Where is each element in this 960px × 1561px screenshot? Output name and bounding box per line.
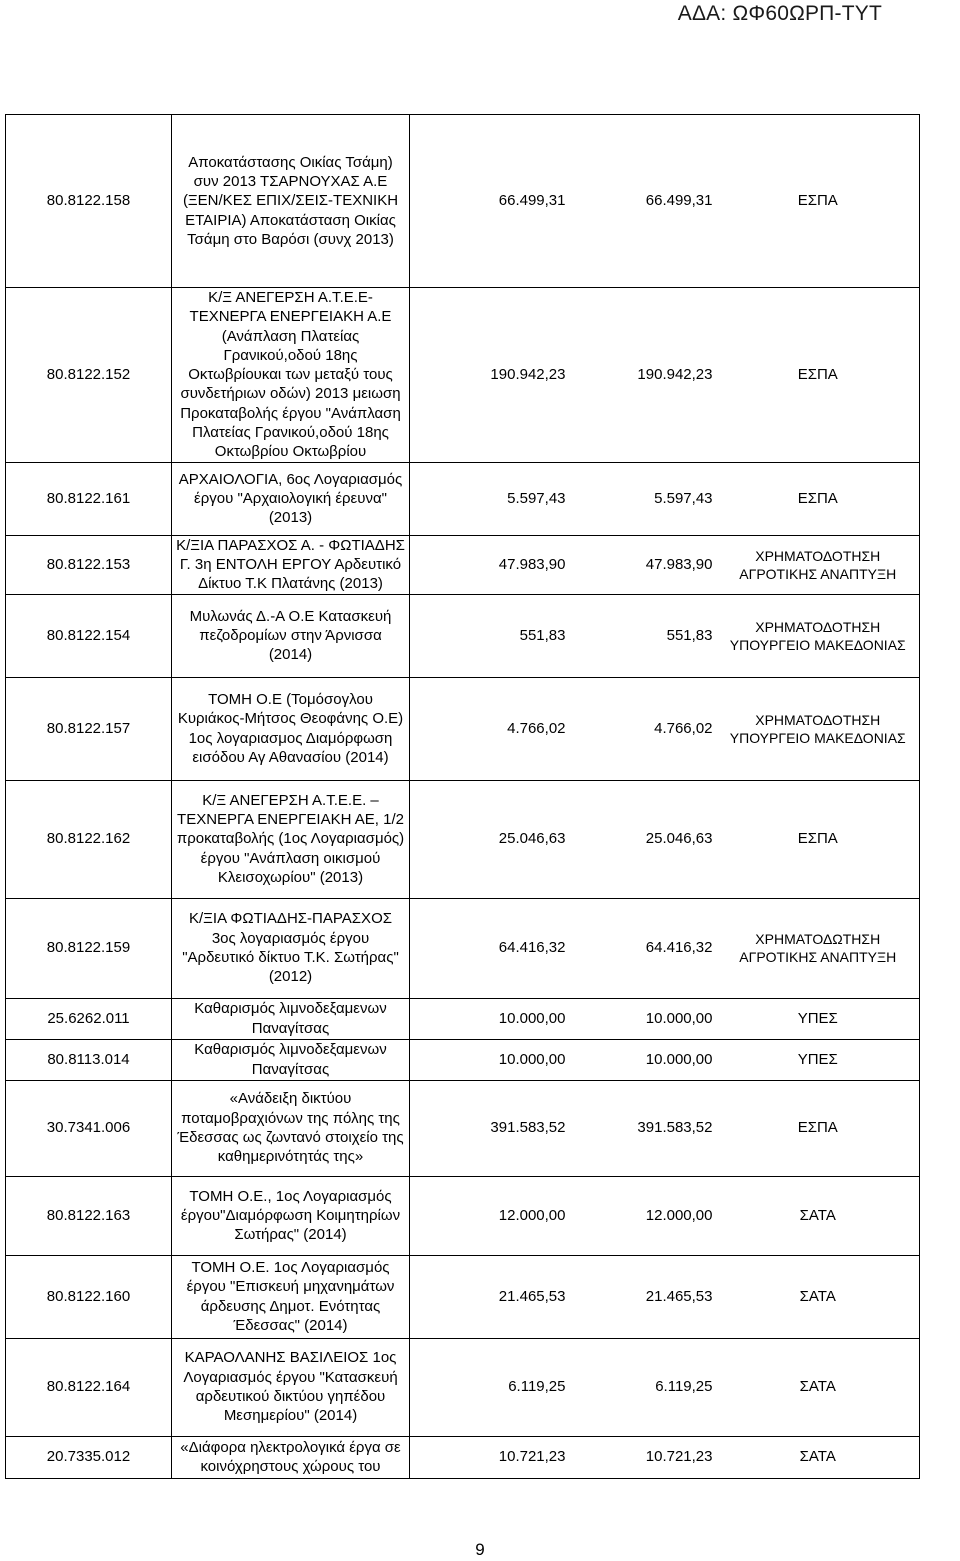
row-amount-committed: 12.000,00 [410,1176,570,1255]
row-description: ΤΟΜΗ Ο.Ε (Τομόσογλου Κυριάκος-Μήτσος Θεοφάνης Ο.Ε) 1ος λογαριασμος Διαμόρφωση εισόδου Αγ Αθανασίου (2014) [172,677,410,780]
row-amount-committed: 66.499,31 [410,115,570,288]
table-row [6,780,920,898]
row-funding-source: ΕΣΠΑ [717,462,920,535]
row-amount-committed: 21.465,53 [410,1255,570,1338]
ada-header: ΑΔΑ: ΩΦ60ΩΡΠ-ΤΥΤ [677,2,882,25]
row-description: «Ανάδειξη δικτύου ποταμοβραχιόνων της πόλης της Έδεσσας ως ζωντανό στοιχείο της καθημερινότητάς της» [172,1080,410,1176]
row-code: 80.8122.159 [6,898,172,998]
expenses-table [5,114,920,1479]
row-description: ΑΡΧΑΙΟΛΟΓΙΑ, 6ος Λογαριασμός έργου "Αρχαιολογική έρευνα" (2013) [172,462,410,535]
table-row [6,535,920,594]
row-amount-paid: 4.766,02 [570,677,717,780]
table-row [6,677,920,780]
page-number: 9 [475,1540,485,1559]
row-funding-source: ΧΡΗΜΑΤΟΔΟΤΗΣΗ ΥΠΟΥΡΓΕΙΟ ΜΑΚΕΔΟΝΙΑΣ [717,594,920,677]
row-amount-paid: 391.583,52 [570,1080,717,1176]
row-description: «Διάφορα ηλεκτρολογικά έργα σε κοινόχρηστους χώρους του [172,1436,410,1478]
row-funding-source: ΣΑΤΑ [717,1255,920,1338]
expenses-table-body [6,115,920,1479]
row-funding-source: ΕΣΠΑ [717,780,920,898]
row-amount-paid: 10.721,23 [570,1436,717,1478]
row-amount-paid: 66.499,31 [570,115,717,288]
row-funding-source: ΧΡΗΜΑΤΟΔΩΤΗΣΗ ΑΓΡΟΤΙΚΗΣ ΑΝΑΠΤΥΞΗ [717,898,920,998]
row-amount-paid: 12.000,00 [570,1176,717,1255]
table-row [6,1039,920,1080]
row-amount-committed: 5.597,43 [410,462,570,535]
row-funding-source: ΧΡΗΜΑΤΟΔΟΤΗΣΗ ΥΠΟΥΡΓΕΙΟ ΜΑΚΕΔΟΝΙΑΣ [717,677,920,780]
row-amount-committed: 4.766,02 [410,677,570,780]
row-funding-source: ΧΡΗΜΑΤΟΔΟΤΗΣΗ ΑΓΡΟΤΙΚΗΣ ΑΝΑΠΤΥΞΗ [717,535,920,594]
row-code: 80.8122.153 [6,535,172,594]
row-funding-source: ΣΑΤΑ [717,1176,920,1255]
row-description: ΚΑΡΑΟΛΑΝΗΣ ΒΑΣΙΛΕΙΟΣ 1ος Λογαριασμός έργου "Κατασκευή αρδευτικού δικτύου γηπέδου Μεσημερίου" (2014) [172,1338,410,1436]
row-amount-committed: 25.046,63 [410,780,570,898]
table-row [6,1436,920,1478]
row-code: 80.8122.157 [6,677,172,780]
row-amount-committed: 47.983,90 [410,535,570,594]
row-amount-paid: 25.046,63 [570,780,717,898]
table-row [6,115,920,288]
row-funding-source: ΣΑΤΑ [717,1436,920,1478]
row-amount-committed: 10.721,23 [410,1436,570,1478]
row-funding-source: ΥΠΕΣ [717,1039,920,1080]
row-amount-paid: 10.000,00 [570,1039,717,1080]
table-row [6,1338,920,1436]
table-row [6,288,920,463]
table-row [6,1255,920,1338]
row-amount-committed: 64.416,32 [410,898,570,998]
row-amount-paid: 190.942,23 [570,288,717,463]
row-amount-paid: 5.597,43 [570,462,717,535]
row-amount-paid: 47.983,90 [570,535,717,594]
row-funding-source: ΣΑΤΑ [717,1338,920,1436]
row-code: 80.8113.014 [6,1039,172,1080]
row-code: 80.8122.162 [6,780,172,898]
table-row [6,998,920,1039]
table-row [6,898,920,998]
row-amount-committed: 551,83 [410,594,570,677]
row-amount-paid: 10.000,00 [570,998,717,1039]
row-code: 30.7341.006 [6,1080,172,1176]
table-row [6,462,920,535]
row-description: Αποκατάστασης Οικίας Τσάμη) συν 2013 ΤΣΑΡΝΟΥΧΑΣ Α.Ε (ΞΕΝ/ΚΕΣ ΕΠΙΧ/ΣΕΙΣ-ΤΕΧΝΙΚΗ ΕΤΑΙΡΙΑ) Αποκατάσταση Οικίας Τσάμη στο Βαρόσι (συνχ 2013) [172,115,410,288]
row-code: 25.6262.011 [6,998,172,1039]
row-funding-source: ΕΣΠΑ [717,288,920,463]
row-code: 80.8122.154 [6,594,172,677]
row-funding-source: ΕΣΠΑ [717,1080,920,1176]
row-amount-paid: 64.416,32 [570,898,717,998]
row-description: Κ/ΞΙΑ ΠΑΡΑΣΧΟΣ Α. - ΦΩΤΙΑΔΗΣ Γ. 3η ΕΝΤΟΛΗ ΕΡΓΟΥ Αρδευτικό Δίκτυο Τ.Κ Πλατάνης (2013) [172,535,410,594]
row-amount-paid: 21.465,53 [570,1255,717,1338]
row-amount-committed: 6.119,25 [410,1338,570,1436]
row-description: ΤΟΜΗ Ο.Ε. 1ος Λογαριασμός έργου "Επισκευή μηχανημάτων άρδευσης Δημοτ. Ενότητας Έδεσσας" (2014) [172,1255,410,1338]
row-code: 80.8122.160 [6,1255,172,1338]
row-code: 80.8122.164 [6,1338,172,1436]
row-amount-paid: 551,83 [570,594,717,677]
row-description: Καθαρισμός λιμνοδεξαμενων Παναγίτσας [172,998,410,1039]
row-code: 80.8122.161 [6,462,172,535]
table-row [6,1176,920,1255]
row-amount-committed: 391.583,52 [410,1080,570,1176]
row-code: 80.8122.163 [6,1176,172,1255]
table-row [6,594,920,677]
row-amount-paid: 6.119,25 [570,1338,717,1436]
row-amount-committed: 190.942,23 [410,288,570,463]
row-funding-source: ΕΣΠΑ [717,115,920,288]
row-funding-source: ΥΠΕΣ [717,998,920,1039]
row-description: Καθαρισμός λιμνοδεξαμενων Παναγίτσας [172,1039,410,1080]
row-amount-committed: 10.000,00 [410,1039,570,1080]
row-code: 80.8122.152 [6,288,172,463]
row-code: 80.8122.158 [6,115,172,288]
row-description: ΤΟΜΗ Ο.Ε., 1ος Λογαριασμός έργου"Διαμόρφωση Κοιμητηρίων Σωτήρας" (2014) [172,1176,410,1255]
row-code: 20.7335.012 [6,1436,172,1478]
row-description: Κ/ΞΙΑ ΦΩΤΙΑΔΗΣ-ΠΑΡΑΣΧΟΣ 3ος λογαριασμός έργου "Αρδευτικό δίκτυο Τ.Κ. Σωτήρας" (2012) [172,898,410,998]
row-description: Μυλωνάς Δ.-Α Ο.Ε Κατασκευή πεζοδρομίων στην Άρνισσα (2014) [172,594,410,677]
row-amount-committed: 10.000,00 [410,998,570,1039]
row-description: Κ/Ξ ΑΝΕΓΕΡΣΗ Α.Τ.Ε.Ε-ΤΕΧΝΕΡΓΑ ΕΝΕΡΓΕΙΑΚΗ Α.Ε (Ανάπλαση Πλατείας Γρανικού,οδού 18ης Οκτωβρίουκαι των μεταξύ τους συνδετήριων οδών) 2013 μειωση Προκαταβολής έργου "Ανάπλαση Πλατείας Γρανικού,οδού 18ης Οκτωβρίου Οκτωβρίου [172,288,410,463]
table-row [6,1080,920,1176]
row-description: Κ/Ξ ΑΝΕΓΕΡΣΗ Α.Τ.Ε.Ε. – ΤΕΧΝΕΡΓΑ ΕΝΕΡΓΕΙΑΚΗ ΑΕ, 1/2 προκαταβολής (1ος Λογαριασμός) έργου "Ανάπλαση οικισμού Κλεισοχωρίου" (2013) [172,780,410,898]
